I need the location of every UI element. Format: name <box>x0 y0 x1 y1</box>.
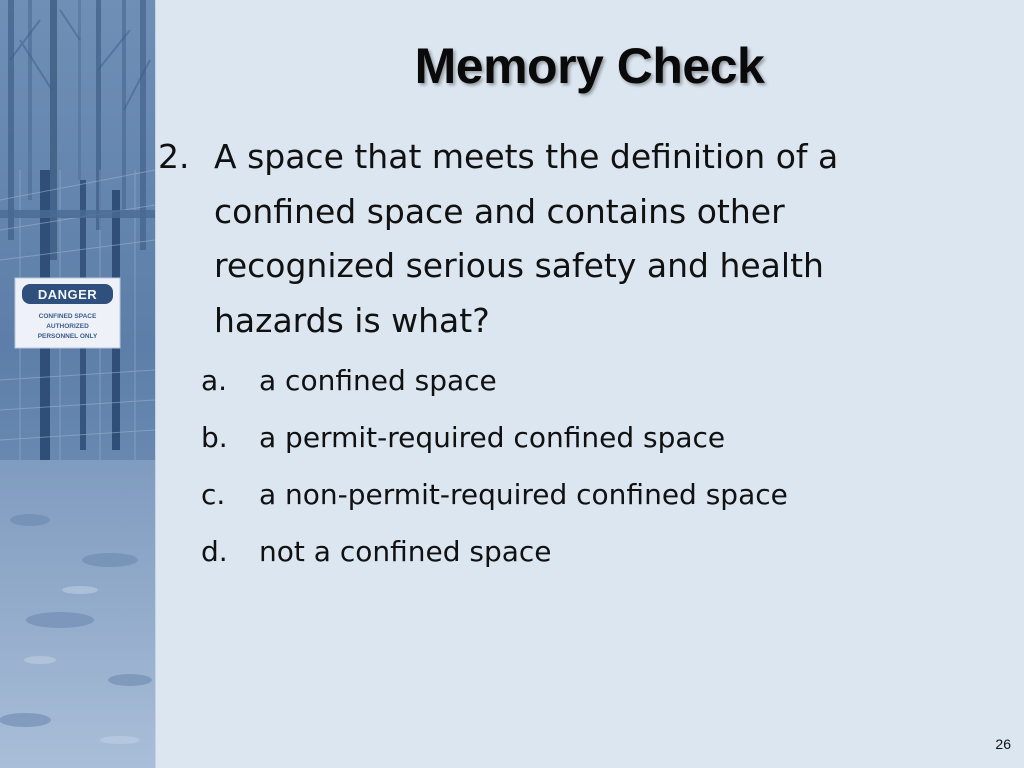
option-text: a non-permit-required confined space <box>259 478 788 511</box>
option-letter: b. <box>201 421 228 454</box>
option-letter: a. <box>201 364 228 397</box>
option-text: not a confined space <box>259 535 552 568</box>
confined-space-photo <box>0 0 155 768</box>
danger-sign <box>15 278 120 348</box>
danger-sign-line: CONFINED SPACE <box>38 313 97 320</box>
answer-option-b <box>201 409 961 466</box>
answer-option-a <box>201 352 961 409</box>
danger-sign-line: PERSONNEL ONLY <box>37 333 98 340</box>
answer-options <box>201 352 961 580</box>
sidebar-photo <box>0 0 156 768</box>
question <box>158 130 938 348</box>
option-text: a permit-required confined space <box>259 421 726 454</box>
danger-sign-line: AUTHORIZED <box>46 323 89 330</box>
danger-sign-heading: DANGER <box>37 287 98 302</box>
slide-title: Memory Check <box>414 38 765 94</box>
question-number: 2. <box>158 137 190 176</box>
option-text: a confined space <box>259 364 497 397</box>
option-letter: c. <box>201 478 226 511</box>
page-number: 26 <box>995 736 1011 752</box>
option-letter: d. <box>201 535 228 568</box>
answer-option-d <box>201 523 961 580</box>
question-text: A space that meets the definition of a confined space and contains other recognized serious safety and health hazards is what? <box>214 137 839 340</box>
answer-option-c <box>201 466 961 523</box>
